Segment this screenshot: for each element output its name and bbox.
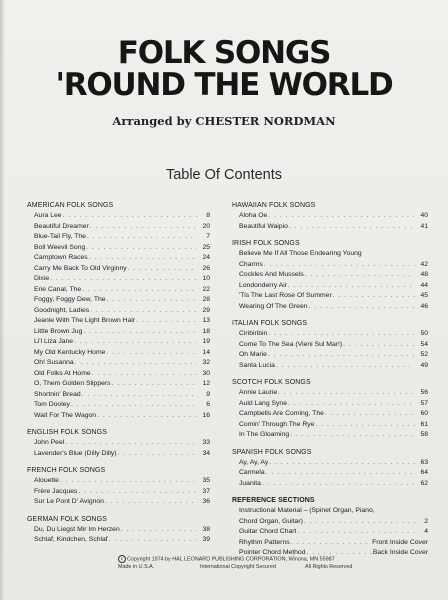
toc-entry [232, 350, 428, 361]
leader-dots [315, 420, 415, 431]
leader-dots [266, 468, 415, 479]
page-number: 12 [202, 380, 210, 387]
toc-entry [232, 329, 428, 340]
page-number: 28 [202, 296, 210, 303]
page-number: 45 [420, 292, 428, 299]
song-title: Goodnight, Ladies [34, 306, 90, 314]
page-number: 14 [202, 348, 210, 356]
section-heading: FRENCH FOLK SONGS [27, 467, 106, 474]
song-title: Erie Canal, The [34, 285, 82, 293]
page-number: 13 [202, 317, 210, 324]
song-title: Auld Lang Syne [239, 399, 287, 407]
song-title: Oh! Susanna [34, 359, 74, 366]
toc-entry [27, 348, 210, 359]
leader-dots [297, 527, 415, 538]
song-title: O, Them Golden Slippers [34, 380, 111, 387]
song-title: In The Gloaming [239, 431, 290, 438]
page-number: 37 [202, 487, 210, 495]
page-number: 41 [420, 222, 428, 230]
song-title: Cockles And Mussels [239, 271, 304, 278]
song-title: Oh Marie [239, 351, 267, 358]
leader-dots [288, 281, 415, 292]
song-title: Beautiful Dreamer [34, 222, 89, 230]
leader-dots [82, 390, 197, 401]
section-heading: SCOTCH FOLK SONGS [232, 379, 311, 386]
song-title: Guitar Chord Chart [239, 528, 297, 535]
song-title: Foggy, Foggy Dew, The [34, 296, 106, 303]
toc-entry [27, 264, 210, 275]
leader-dots [63, 211, 197, 222]
page-number: 42 [420, 260, 428, 268]
song-title: Old Folks At Home [34, 369, 91, 377]
song-title: Ay, Ay, Ay [239, 458, 269, 466]
page-number: 57 [420, 399, 428, 407]
leader-dots [90, 222, 197, 233]
page-number: 34 [202, 449, 210, 457]
toc-entry [27, 232, 210, 243]
page-number: 2 [424, 517, 428, 525]
song-title: Tom Dooley [34, 401, 70, 408]
toc-entry [232, 340, 428, 351]
leader-dots [50, 274, 197, 285]
page-number: 64 [420, 469, 428, 476]
section-heading: AMERICAN FOLK SONGS [27, 202, 114, 209]
page-number: 26 [202, 264, 210, 272]
page-number: 9 [206, 390, 210, 398]
toc-entry [232, 409, 428, 420]
page-number: 7 [206, 233, 210, 240]
page-number: 24 [202, 254, 210, 261]
toc-entry [232, 517, 428, 528]
song-title: Blue-Tail Fly, The [34, 233, 86, 240]
song-title: Boll Weevil Song [34, 243, 86, 251]
section-heading: ENGLISH FOLK SONGS [27, 429, 107, 436]
page-number: 63 [420, 458, 428, 466]
leader-dots [82, 285, 197, 296]
toc-entry [27, 487, 210, 498]
song-title: Aura Lee [34, 212, 62, 219]
page-number: 58 [420, 431, 428, 438]
page-number: 4 [424, 528, 428, 535]
toc-entry [27, 369, 210, 380]
copyright-icon: c [118, 555, 126, 563]
page-number: 22 [202, 285, 210, 293]
page-number: 8 [206, 212, 210, 219]
toc-entry [27, 274, 210, 285]
book-title-line1: FOLK SONGS [117, 35, 331, 71]
toc-entry [27, 337, 210, 348]
toc-entry [27, 411, 210, 422]
page-number: 19 [202, 338, 210, 345]
leader-dots [289, 222, 415, 233]
page-number: 36 [202, 498, 210, 505]
song-title: Instructional Material – (Spinet Organ, Piano, [239, 507, 375, 514]
toc-entry [232, 430, 428, 441]
toc-entry [232, 302, 428, 313]
song-title: Beautiful Waipio [239, 222, 288, 230]
section-heading: SPANISH FOLK SONGS [232, 448, 312, 456]
song-title: Aloha Oe [239, 212, 268, 219]
page-number: 39 [202, 536, 210, 543]
leader-dots [269, 458, 415, 469]
toc-entry [27, 327, 210, 338]
page-number: 40 [420, 212, 428, 219]
leader-dots [128, 264, 197, 275]
toc-entry [232, 270, 428, 281]
page-number: 48 [420, 271, 428, 278]
page-number: 35 [202, 477, 210, 484]
song-title: John Peel [34, 439, 65, 446]
leader-dots [106, 348, 197, 359]
song-title: Lavender's Blue (Dilly Dilly) [34, 449, 117, 457]
leader-dots [305, 270, 415, 281]
toc-entry [27, 316, 210, 327]
toc-entry [27, 295, 210, 306]
page-number: 6 [206, 401, 210, 408]
section-heading: IRISH FOLK SONGS [232, 240, 300, 247]
song-title: Believe Me If All Those Endearing Young [239, 250, 362, 257]
page-number: 25 [202, 243, 210, 251]
leader-dots [333, 291, 415, 302]
leader-dots [83, 327, 197, 338]
leader-dots [136, 316, 197, 327]
toc-entry [27, 476, 210, 487]
made-in-usa: Made in U.S.A. [118, 564, 155, 570]
song-title: Come To The Sea (Vieni Sul Mar!) [239, 340, 343, 348]
song-title: Londonderry Air [239, 281, 287, 289]
leader-dots [262, 479, 415, 490]
song-title: Chord Organ, Guitar) [239, 517, 303, 525]
toc-entry [232, 388, 428, 399]
page-number: 18 [202, 327, 210, 335]
leader-dots [97, 411, 197, 422]
song-title: Sur Le Pont D' Avignon [34, 498, 104, 505]
toc-entry [232, 420, 428, 431]
song-title: Wearing Of The Green [239, 302, 308, 310]
toc-left-column [27, 201, 210, 546]
song-title: Carmela [239, 469, 265, 476]
toc-entry [232, 281, 428, 292]
song-title: Campbells Are Coming, The [239, 410, 324, 417]
toc-entry [27, 211, 210, 222]
leader-dots [309, 302, 415, 313]
page-number: 33 [202, 439, 210, 446]
toc-entry [27, 243, 210, 254]
toc-entry [27, 449, 210, 460]
page-number: 29 [202, 306, 210, 314]
section-heading: ITALIAN FOLK SONGS [232, 320, 308, 327]
song-title: Schlaf, Kindchen, Schlaf [34, 536, 108, 543]
leader-dots [74, 337, 197, 348]
page-number: 46 [420, 302, 428, 310]
copyright-line: c Copyright 1974 by HAL LEONARD PUBLISHING CORPORATION, Winona, MN 55987 [118, 555, 335, 563]
toc-heading: Table Of Contents [165, 167, 283, 183]
toc-entry [232, 260, 428, 271]
page-number: 44 [420, 281, 428, 289]
page-number: 10 [202, 275, 210, 282]
page-number: 38 [202, 525, 210, 533]
intl-copyright: International Copyright Secured [200, 564, 276, 570]
section-heading: REFERENCE SECTIONS [232, 497, 315, 504]
page-number: 49 [420, 361, 428, 369]
page-number: 56 [420, 389, 428, 396]
song-title: Frère Jacques [34, 487, 78, 495]
toc-right-column [232, 201, 428, 559]
leader-dots [112, 379, 197, 390]
toc-entry [232, 506, 428, 517]
song-title: Charms [239, 260, 263, 268]
leader-dots [71, 400, 197, 411]
page-number: 16 [202, 411, 210, 419]
leader-dots [288, 399, 415, 410]
page-number: 62 [420, 479, 428, 487]
arranger-byline: Arranged by CHESTER NORDMAN [112, 114, 336, 128]
toc-entry [232, 538, 428, 549]
song-title: Jeanie With The Light Brown Hair [34, 317, 136, 324]
page-number: 30 [202, 369, 210, 377]
leader-dots [60, 476, 197, 487]
song-title: My Old Kentucky Home [34, 348, 106, 356]
leader-dots [304, 517, 415, 528]
toc-entry [27, 400, 210, 411]
toc-entry [27, 535, 210, 546]
toc-entry [232, 249, 428, 260]
leader-dots [343, 340, 415, 351]
leader-dots [86, 243, 197, 254]
toc-entry [27, 525, 210, 536]
song-title: Shortnin' Bread [34, 390, 81, 398]
leader-dots [89, 253, 197, 264]
song-title: Little Brown Jug [34, 327, 83, 335]
toc-entry [27, 222, 210, 233]
toc-entry [232, 468, 428, 479]
page-number: 20 [202, 222, 210, 230]
toc-entry [232, 222, 428, 233]
song-title: Pointer Chord Method [239, 549, 306, 556]
section-heading: GERMAN FOLK SONGS [27, 515, 107, 523]
leader-dots [107, 295, 197, 306]
leader-dots [268, 329, 415, 340]
toc-entry [232, 361, 428, 372]
all-rights: All Rights Reserved [305, 564, 353, 570]
song-title: 'Tis The Last Rose Of Summer [239, 292, 332, 299]
toc-entry [27, 253, 210, 264]
leader-dots [87, 232, 197, 243]
song-title: Rhythm Patterns [239, 538, 290, 546]
leader-dots [121, 525, 197, 536]
toc-entry [27, 390, 210, 401]
toc-entry [27, 438, 210, 449]
leader-dots [78, 487, 197, 498]
song-title: Dixie [34, 275, 50, 282]
page-number: 52 [420, 351, 428, 358]
toc-entry [27, 497, 210, 508]
toc-entry [232, 211, 428, 222]
toc-entry [27, 358, 210, 369]
page-number: 60 [420, 410, 428, 417]
leader-dots [65, 438, 197, 449]
section-heading: HAWAIIAN FOLK SONGS [232, 202, 316, 209]
leader-dots [118, 449, 197, 460]
leader-dots [278, 388, 415, 399]
toc-entry [232, 527, 428, 538]
toc-entry [232, 479, 428, 490]
song-title: Li'l Liza Jane [34, 338, 74, 345]
page-number: 50 [420, 330, 428, 337]
leader-dots [109, 535, 197, 546]
leader-dots [268, 211, 415, 222]
book-title-line2: 'ROUND THE WORLD [55, 67, 393, 103]
leader-dots [290, 430, 415, 441]
leader-dots [75, 358, 197, 369]
song-title: Comin' Through The Rye [239, 420, 315, 428]
leader-dots [291, 538, 371, 549]
page-number: 32 [202, 359, 210, 366]
toc-entry [27, 379, 210, 390]
leader-dots [276, 361, 415, 372]
toc-entry [27, 285, 210, 296]
leader-dots [268, 350, 415, 361]
leader-dots [264, 260, 415, 271]
song-title: Carry Me Back To Old Virginny [34, 264, 127, 272]
song-title: Annie Laurie [239, 389, 278, 396]
song-title: Santa Lucia [239, 361, 275, 369]
song-title: Camptown Races [34, 254, 88, 261]
song-title: Alouette [34, 477, 59, 484]
song-title: Juanita [239, 479, 261, 487]
page-number: Front Inside Cover [372, 538, 428, 546]
toc-entry [27, 306, 210, 317]
toc-entry [232, 458, 428, 469]
song-title: Du, Du Liegst Mir Im Herzen [34, 525, 120, 533]
leader-dots [92, 369, 197, 380]
song-title: Wait For The Wagon [34, 411, 97, 419]
page-number: Back Inside Cover [372, 549, 428, 556]
leader-dots [105, 497, 197, 508]
page-number: 61 [420, 420, 428, 428]
toc-entry [232, 399, 428, 410]
page-number: 54 [420, 340, 428, 348]
leader-dots [90, 306, 197, 317]
leader-dots [325, 409, 415, 420]
song-title: Ciribiribin [239, 330, 268, 337]
toc-entry [232, 291, 428, 302]
